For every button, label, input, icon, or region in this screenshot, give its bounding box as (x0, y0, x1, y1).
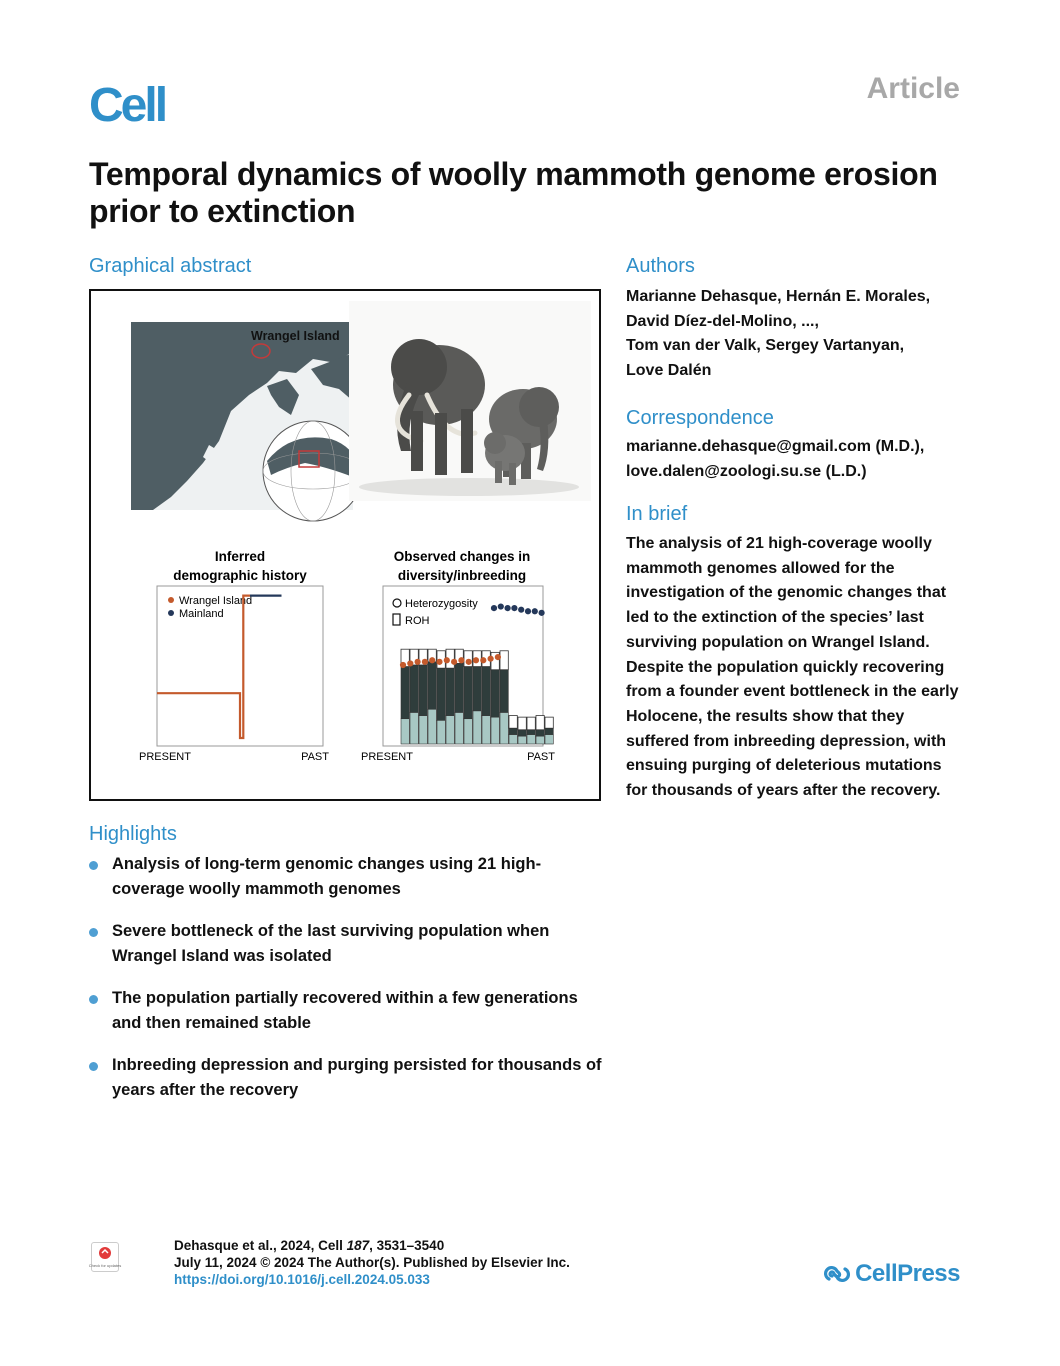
roh-bar-light (536, 736, 544, 744)
roh-bar-light (410, 712, 418, 744)
roh-bar-light (401, 719, 409, 744)
chart2-x-label-past: PAST (527, 751, 555, 763)
journal-logo: Cell (89, 79, 166, 132)
roh-bar-white (545, 717, 553, 728)
roh-bar-dark (437, 668, 445, 720)
heterozygosity-point-wrangel (415, 659, 421, 665)
heterozygosity-point-mainland (539, 610, 545, 616)
heterozygosity-point-wrangel (436, 659, 442, 665)
chart1-title-line1: Inferred (214, 549, 266, 564)
graphical-abstract (89, 289, 601, 801)
in-brief-text: The analysis of 21 high-coverage woolly mammoth genomes allowed for the investigation of the genomic changes that led to the extinction of the species’ last surviving population on Wrangel Island. Despite the population quickly recovering from a founder event bottleneck in the early Holocene, the results show that they suffered from inbreeding depression, with ensuing purging of deleterious mutations for thousands of years after the recovery. (626, 535, 959, 800)
roh-bar-light (500, 712, 508, 744)
doi-link[interactable]: https://doi.org/10.1016/j.cell.2024.05.033 (174, 1272, 430, 1287)
heterozygosity-point-mainland (505, 605, 511, 611)
roh-bar-dark (518, 730, 526, 736)
roh-bar-dark (464, 667, 472, 719)
highlight-item: Inbreeding depression and purging persisted for thousands of years after the recovery (89, 1053, 609, 1103)
roh-bar-dark (536, 730, 544, 736)
roh-bar-dark (491, 670, 499, 717)
graphical-abstract-heading: Graphical abstract (89, 255, 252, 277)
copyright-line: July 11, 2024 © 2024 The Author(s). Published by Elsevier Inc. (174, 1255, 570, 1270)
article-title: Temporal dynamics of woolly mammoth genome erosion prior to extinction (89, 156, 938, 229)
roh-bar-dark (401, 667, 409, 719)
highlight-item: Severe bottleneck of the last surviving population when Wrangel Island was isolated (89, 919, 609, 969)
chart2-legend-heterozygosity: Heterozygosity (405, 598, 478, 610)
cellpress-icon (823, 1261, 851, 1287)
heterozygosity-point-mainland (511, 605, 517, 611)
roh-bar-light (428, 709, 436, 744)
heterozygosity-point-wrangel (400, 662, 406, 668)
chart1-x-label-past: PAST (301, 751, 329, 763)
roh-bar-dark (509, 728, 517, 734)
authors-line: Marianne Dehasque, Hernán E. Morales, (626, 288, 931, 305)
heterozygosity-point-wrangel (488, 656, 494, 662)
roh-bar-white (536, 716, 544, 730)
authors-line: Love Dalén (626, 362, 712, 380)
heterozygosity-point-wrangel (495, 654, 501, 660)
highlights-list (89, 852, 609, 1120)
roh-bar-dark (473, 667, 481, 711)
citation-line (174, 1237, 570, 1254)
chart1-legend-wrangel-swatch (168, 597, 174, 603)
roh-bar-dark (446, 668, 454, 715)
heterozygosity-point-wrangel (458, 657, 464, 663)
chart2-legend-roh: ROH (405, 615, 430, 627)
roh-bar-dark (455, 663, 463, 712)
heterozygosity-point-mainland (532, 608, 538, 614)
in-brief-heading: In brief (626, 503, 688, 525)
mammoth-illustration (349, 301, 591, 501)
chart2-title-line2: diversity/inbreeding (397, 568, 527, 583)
heterozygosity-point-wrangel (429, 657, 435, 663)
roh-bar-white (509, 716, 517, 729)
chart1-legend-mainland: Mainland (179, 608, 224, 620)
correspondence-heading: Correspondence (626, 407, 774, 429)
heterozygosity-point-mainland (498, 603, 504, 609)
roh-bar-light (473, 711, 481, 744)
authors-list (626, 285, 966, 384)
correspondence-email[interactable]: marianne.dehasque@gmail.com (M.D.), (626, 438, 925, 455)
heterozygosity-point-mainland (518, 607, 524, 613)
heterozygosity-point-mainland (525, 608, 531, 614)
footer-citation (174, 1237, 570, 1288)
roh-bar-light (446, 716, 454, 744)
chart2-title-line1: Observed changes in (393, 549, 531, 564)
citation-volume: 187 (346, 1238, 370, 1253)
roh-bar-dark (419, 665, 427, 716)
heterozygosity-point-wrangel (407, 660, 413, 666)
highlights-heading: Highlights (89, 823, 177, 845)
citation-prefix: Dehasque et al., 2024, Cell (174, 1238, 347, 1253)
roh-bar-white (518, 717, 526, 730)
heterozygosity-point-wrangel (451, 659, 457, 665)
correspondence-block (626, 435, 966, 484)
chart1-legend-wrangel: Wrangel Island (179, 595, 253, 607)
authors-line: Tom van der Valk, Sergey Vartanyan, (626, 337, 905, 355)
heterozygosity-point-wrangel (466, 659, 472, 665)
roh-bar-light (482, 716, 490, 744)
cellpress-logo (823, 1260, 960, 1288)
roh-bar-light (455, 712, 463, 744)
map-label: Wrangel Island (251, 329, 340, 343)
heterozygosity-point-mainland (491, 605, 497, 611)
highlight-item: The population partially recovered within a few generations and then remained stable (89, 986, 609, 1036)
article-type-label: Article (866, 72, 960, 105)
update-icon (99, 1247, 111, 1259)
heterozygosity-point-wrangel (422, 659, 428, 665)
badge-text: Check for updates (88, 1263, 122, 1268)
heterozygosity-point-wrangel (444, 657, 450, 663)
chart2-x-label-present: PRESENT (361, 751, 413, 763)
map-panel (131, 322, 363, 521)
roh-bar-light (518, 736, 526, 744)
roh-bar-dark (527, 730, 535, 735)
chart1-title-line2: demographic history (173, 568, 307, 583)
roh-bar-light (491, 717, 499, 744)
roh-bar-dark (482, 667, 490, 716)
roh-bar-light (437, 720, 445, 744)
authors-line: David Díez-del-Molino, ..., (626, 312, 819, 330)
roh-bar-dark (500, 670, 508, 713)
heterozygosity-point-wrangel (473, 657, 479, 663)
roh-bar-dark (545, 728, 553, 734)
roh-bar-dark (410, 665, 418, 712)
roh-bar-light (545, 735, 553, 744)
cellpress-wordmark: CellPress (855, 1260, 960, 1287)
authors-heading: Authors (626, 255, 695, 277)
check-for-updates-badge[interactable] (88, 1242, 122, 1272)
chart1-x-label-present: PRESENT (139, 751, 191, 763)
highlight-item: Analysis of long-term genomic changes using 21 high-coverage woolly mammoth genomes (89, 852, 609, 902)
roh-bar-light (464, 719, 472, 744)
heterozygosity-point-wrangel (480, 657, 486, 663)
citation-pages: , 3531–3540 (369, 1238, 445, 1253)
chart1-legend-mainland-swatch (168, 610, 174, 616)
roh-bar-light (419, 716, 427, 744)
correspondence-email[interactable]: love.dalen@zoologi.su.se (L.D.) (626, 462, 867, 480)
roh-bar-white (500, 651, 508, 670)
roh-bar-light (527, 735, 535, 744)
roh-bar-dark (428, 662, 436, 709)
roh-bar-white (527, 717, 535, 730)
roh-bar-light (509, 735, 517, 744)
